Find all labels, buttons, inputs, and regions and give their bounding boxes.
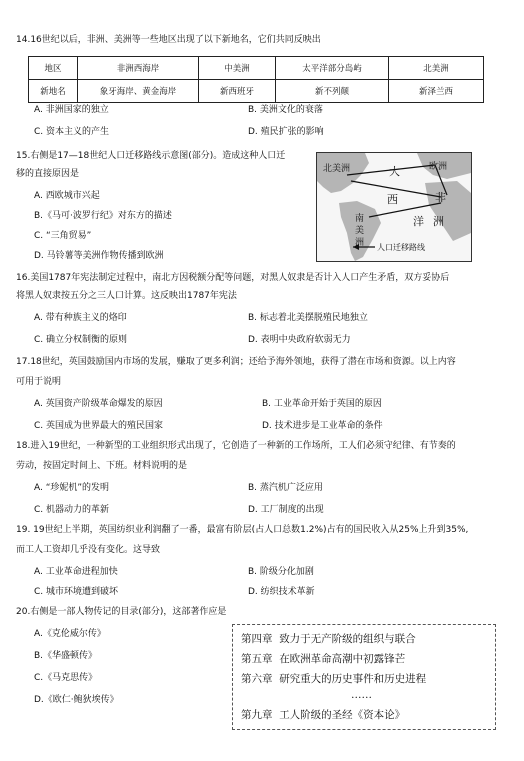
table-row	[29, 80, 484, 103]
map-label: 洲	[433, 215, 444, 228]
q20-stem: 20.右侧是一部人物传记的目录(部分)，这部著作应是	[16, 607, 227, 617]
toc-ellipsis	[351, 689, 372, 701]
toc-entry	[241, 707, 405, 722]
option-c[interactable]: C. 英国成为世界最大的殖民国家	[34, 421, 164, 431]
option-b[interactable]: B. 美洲文化的衰落	[248, 105, 323, 115]
option-d[interactable]: D. 纺织技术革新	[248, 587, 315, 597]
option-c[interactable]: C. “三角贸易”	[34, 231, 92, 241]
map-label: 洋	[413, 215, 424, 228]
toc-chapter: ……	[351, 689, 372, 701]
q15-stem: 15.右侧是17—18世纪人口迁移路线示意图(部分)。造成这种人口迁	[16, 151, 286, 161]
option-d[interactable]: D.《欧仁·鲍狄埃传》	[34, 695, 119, 705]
migration-map	[316, 152, 472, 262]
toc-entry	[241, 651, 405, 666]
option-a[interactable]: A. 带有种族主义的烙印	[34, 313, 127, 323]
option-b[interactable]: B. 标志着北美摆脱殖民地独立	[248, 313, 368, 323]
option-c[interactable]: C. 城市环境遭到破坏	[34, 587, 119, 597]
q15-stem-cont: 移的直接原因是	[16, 169, 80, 179]
option-c[interactable]: C. 确立分权制衡的原则	[34, 335, 128, 345]
toc-title: 在欧洲革命高潮中初露锋芒	[279, 653, 406, 665]
table-cell: 新西班牙	[199, 80, 276, 103]
toc-entry	[241, 671, 426, 686]
map-label: 洲	[355, 238, 365, 248]
option-d[interactable]: D. 马铃薯等美洲作物传播到欧洲	[34, 251, 164, 261]
toc-entry	[241, 631, 416, 646]
toc-chapter: 第五章	[241, 653, 273, 665]
option-d[interactable]: D. 技术进步是工业革命的条件	[262, 421, 383, 431]
table-cell: 新地名	[29, 80, 78, 103]
option-c[interactable]: C. 资本主义的产生	[34, 127, 110, 137]
option-d[interactable]: D. 表明中央政府软弱无力	[248, 335, 351, 345]
option-b[interactable]: B. 蒸汽机广泛应用	[248, 483, 323, 493]
q17-stem-cont: 可用于说明	[16, 377, 62, 387]
q14-region-table	[28, 56, 484, 103]
table-cell: 新不列颠	[276, 80, 389, 103]
table-cell: 太平洋部分岛屿	[276, 57, 389, 80]
option-a[interactable]: A.《克伦威尔传》	[34, 629, 106, 639]
map-label: 欧洲	[429, 162, 448, 172]
q19-stem-cont: 而工人工资却几乎没有变化。这导致	[16, 545, 161, 555]
option-b[interactable]: B. 阶级分化加剧	[248, 567, 314, 577]
table-cell: 北美洲	[389, 57, 484, 80]
option-b[interactable]: B. 工业革命开始于英国的原因	[262, 399, 382, 409]
toc-title: 工人阶级的圣经《资本论》	[279, 709, 406, 721]
map-label: 大	[389, 165, 400, 178]
option-b[interactable]: B.《马可·波罗行纪》对东方的描述	[34, 211, 172, 221]
option-d[interactable]: D. 殖民扩张的影响	[248, 127, 324, 137]
biography-contents-box	[232, 624, 496, 730]
map-label: 南	[355, 214, 365, 224]
q14-stem: 14.16世纪以后，非洲、美洲等一些地区出现了以下新地名，它们共同反映出	[16, 35, 321, 45]
table-cell: 象牙海岸、黄金海岸	[78, 80, 199, 103]
option-a[interactable]: A. 非洲国家的独立	[34, 105, 109, 115]
map-legend-label: 人口迁移路线	[377, 243, 425, 252]
map-label: 西	[387, 193, 398, 206]
toc-chapter: 第六章	[241, 673, 273, 685]
option-d[interactable]: D. 工厂制度的出现	[248, 505, 324, 515]
option-c[interactable]: C. 机器动力的革新	[34, 505, 110, 515]
q18-stem: 18.进入19世纪，一种新型的工业组织形式出现了，它创造了一种新的工作场所，工人们必须守纪律、有节奏的	[16, 441, 456, 451]
toc-title: 致力于无产阶级的组织与联合	[279, 633, 416, 645]
option-c[interactable]: C.《马克思传》	[34, 673, 98, 683]
map-label: 北美洲	[323, 164, 351, 174]
q16-stem: 16.美国1787年宪法制定过程中，南北方因税额分配等问题，对黑人奴隶是否计入人口产生矛盾，双方妥协后	[16, 273, 450, 283]
q19-stem: 19. 19世纪上半期，英国纺织业利润翻了一番，最富有阶层(占人口总数1.2%)占有的国民收入从25%上升到35%,	[16, 525, 469, 535]
toc-title: 研究重大的历史事件和历史进程	[279, 673, 427, 685]
toc-chapter: 第九章	[241, 709, 273, 721]
toc-chapter: 第四章	[241, 633, 273, 645]
option-a[interactable]: A. 英国资产阶级革命爆发的原因	[34, 399, 163, 409]
q16-stem-cont: 将黑人奴隶按五分之三人口计算。这反映出1787年宪法	[16, 291, 237, 301]
option-a[interactable]: A. 工业革命进程加快	[34, 567, 118, 577]
table-cell: 中美洲	[199, 57, 276, 80]
table-cell: 新泽兰西	[389, 80, 484, 103]
table-cell: 地区	[29, 57, 78, 80]
option-b[interactable]: B.《华盛顿传》	[34, 651, 98, 661]
table-cell: 非洲西海岸	[78, 57, 199, 80]
map-label: 美	[355, 226, 365, 236]
q18-stem-cont: 劳动，按固定时间上、下班。材料说明的是	[16, 461, 188, 471]
q17-stem: 17.18世纪，英国鼓励国内市场的发展，赚取了更多利润；还给予海外领地，获得了潜在市场和资源。以上内容	[16, 357, 456, 367]
table-row	[29, 57, 484, 80]
option-a[interactable]: A. 西欧城市兴起	[34, 191, 100, 201]
option-a[interactable]: A. “珍妮机”的发明	[34, 483, 110, 493]
map-label: 非	[435, 191, 446, 204]
